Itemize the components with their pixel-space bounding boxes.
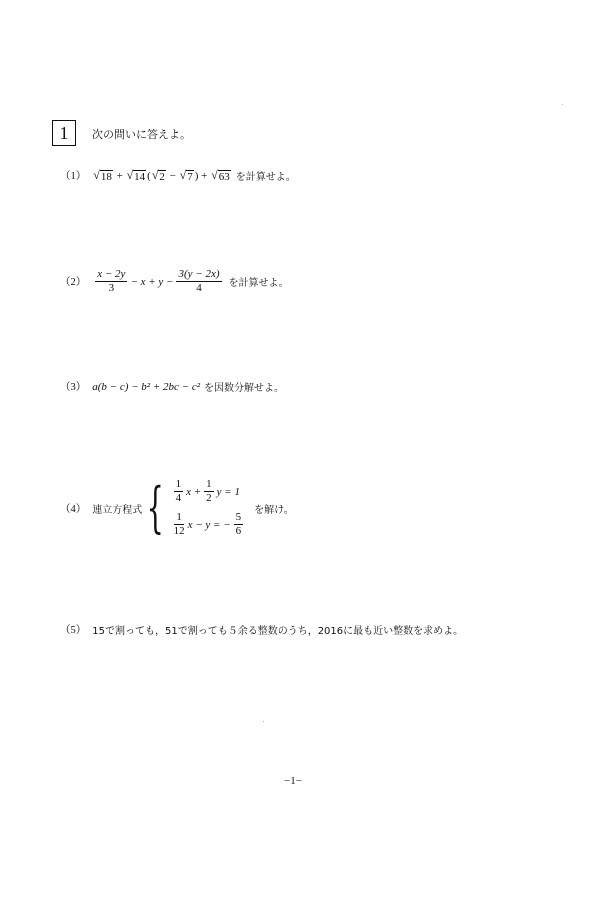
problem-3-instruction: を因数分解せよ。 bbox=[204, 383, 285, 394]
problem-1-instruction: を計算せよ。 bbox=[235, 172, 296, 183]
problem-2-instruction: を計算せよ。 bbox=[228, 278, 289, 289]
problem-5-number: （5） bbox=[60, 625, 87, 636]
problem-4-instruction: を解け。 bbox=[254, 504, 294, 516]
left-brace: { bbox=[146, 476, 165, 539]
equation-2: $\frac{1}{12}$ x − y = − $\frac{5}{6}$ bbox=[173, 511, 242, 537]
problem-5-text: 15で割っても，51で割っても５余る整数のうち，2016に最も近い整数を求めよ。 bbox=[92, 626, 464, 637]
scan-speck bbox=[263, 721, 264, 722]
question-number-box: 1 bbox=[52, 120, 76, 146]
problem-2-expression: $\frac{x - 2y}{3}$ − x + y − $\frac{3(y - 2x)}{4}$ bbox=[97, 268, 220, 294]
problem-4-label: 連立方程式 bbox=[92, 504, 143, 516]
problem-4-number: （4） bbox=[60, 503, 87, 515]
problem-1-expression: √ 18 + √ 14 ( √ 2 − √ 7 ) + √ 63 bbox=[93, 167, 230, 183]
equation-system bbox=[142, 478, 246, 538]
problem-5 bbox=[60, 622, 463, 637]
problem-1-number: （1） bbox=[60, 171, 87, 182]
equation-1: $\frac{1}{4}$ x + $\frac{1}{2}$ y = 1 bbox=[175, 478, 240, 504]
scan-speck bbox=[562, 104, 563, 105]
problem-4 bbox=[60, 478, 294, 538]
problem-3 bbox=[60, 379, 284, 394]
problem-2 bbox=[60, 268, 289, 295]
page-number: −1− bbox=[284, 775, 302, 787]
problem-1 bbox=[60, 168, 296, 183]
problem-3-expression: a(b − c) − b² + 2bc − c² bbox=[92, 380, 201, 393]
question-instruction: 次の問いに答えよ。 bbox=[92, 128, 191, 141]
problem-2-number: （2） bbox=[60, 277, 87, 288]
problem-3-number: （3） bbox=[60, 382, 87, 393]
